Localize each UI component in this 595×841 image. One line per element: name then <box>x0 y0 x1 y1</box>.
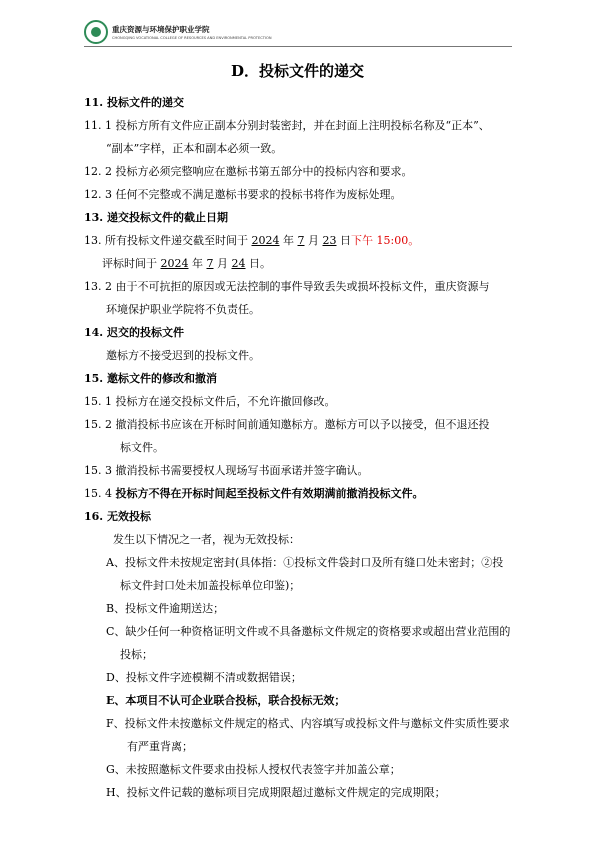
deadline-year-unit: 年 <box>279 234 298 247</box>
header-divider <box>84 46 512 47</box>
para-15-4 <box>84 487 424 500</box>
para-15-2-cont: 标文件。 <box>120 441 164 454</box>
item-e: E、本项目不认可企业联合投标，联合投标无效； <box>106 694 346 707</box>
deadline-day: 23 <box>322 234 337 247</box>
deadline-period: 。 <box>408 234 420 247</box>
heading-11: 11. 投标文件的递交 <box>84 96 184 109</box>
deadline-month: 7 <box>297 234 305 247</box>
item-a-cont: 标文件封口处未加盖投标单位印鉴)； <box>120 579 301 592</box>
para-15-2: 15. 2 撤消投标书应该在开标时间前通知邀标方。邀标方可以予以接受，但不退还投 <box>84 418 490 431</box>
eval-prefix: 评标时间于 <box>102 257 161 270</box>
item-g: G、未按照邀标文件要求由投标人授权代表签字并加盖公章； <box>106 763 401 776</box>
para-11-1-cont: “副本”字样，正本和副本必须一致。 <box>106 142 283 155</box>
para-15-3: 15. 3 撤消投标书需要授权人现场写书面承诺并签字确认。 <box>84 464 369 477</box>
item-f: F、投标文件未按邀标文件规定的格式、内容填写或投标文件与邀标文件实质性要求 <box>106 717 510 730</box>
item-c-cont: 投标； <box>120 648 153 661</box>
item-h: H、投标文件记载的邀标项目完成期限超过邀标文件规定的完成期限； <box>106 786 446 799</box>
deadline-time: 下午 15:00 <box>351 234 409 247</box>
para-15-4-number: 15. 4 <box>84 487 116 500</box>
eval-day-unit: 日。 <box>245 257 271 270</box>
deadline-prefix: 13. 所有投标文件递交截至时间于 <box>84 234 252 247</box>
item-d: D、投标文件字迹模糊不清或数据错误； <box>106 671 302 684</box>
para-15-1: 15. 1 投标方在递交投标文件后，不允许撤回修改。 <box>84 395 336 408</box>
item-a: A、投标文件未按规定密封(具体指：①投标文件袋封口及所有缝口处未密封；②投 <box>106 556 504 569</box>
item-c: C、缺少任何一种资格证明文件或不具备邀标文件规定的资格要求或超出营业范围的 <box>106 625 511 638</box>
institution-name-cn: 重庆资源与环境保护职业学院 <box>112 25 210 34</box>
eval-day: 24 <box>231 257 246 270</box>
item-b: B、投标文件逾期送达； <box>106 602 225 615</box>
para-13-2: 13. 2 由于不可抗拒的原因或无法控制的事件导致丢失或损坏投标文件，重庆资源与 <box>84 280 490 293</box>
eval-year: 2024 <box>160 257 189 270</box>
college-logo-icon <box>84 20 108 44</box>
institution-name <box>112 24 272 40</box>
para-12-2: 12. 2 投标方必须完整响应在邀标书第五部分中的投标内容和要求。 <box>84 165 413 178</box>
heading-13: 13. 递交投标文件的截止日期 <box>84 211 228 224</box>
deadline-month-unit: 月 <box>304 234 323 247</box>
para-15-4-text: 投标方不得在开标时间起至投标文件有效期满前撤消投标文件。 <box>115 487 424 500</box>
para-12-3: 12. 3 任何不完整或不满足邀标书要求的投标书将作为废标处理。 <box>84 188 402 201</box>
eval-year-unit: 年 <box>188 257 207 270</box>
para-11-1: 11. 1 投标方所有文件应正副本分别封装密封，并在封面上注明投标名称及“正本”、 <box>84 119 490 132</box>
eval-month: 7 <box>206 257 214 270</box>
heading-14: 14. 迟交的投标文件 <box>84 326 184 339</box>
page-title: D．投标文件的递交 <box>230 62 364 80</box>
para-13-deadline <box>84 234 419 247</box>
para-16-intro: 发生以下情况之一者，视为无效投标： <box>113 533 300 546</box>
para-13-2-cont: 环境保护职业学院将不负责任。 <box>106 303 260 316</box>
deadline-day-unit: 日 <box>336 234 351 247</box>
para-evaluation-date <box>102 257 271 270</box>
heading-16: 16. 无效投标 <box>84 510 151 523</box>
eval-month-unit: 月 <box>213 257 232 270</box>
page-header <box>84 18 272 46</box>
institution-name-en: CHONGQING VOCATIONAL COLLEGE OF RESOURCES AND ENVIRONMENTAL PROTECTION <box>112 36 272 40</box>
para-14: 邀标方不接受迟到的投标文件。 <box>106 349 260 362</box>
deadline-year: 2024 <box>251 234 280 247</box>
heading-15: 15. 邀标文件的修改和撤消 <box>84 372 217 385</box>
item-f-cont: 有严重背离； <box>127 740 193 753</box>
